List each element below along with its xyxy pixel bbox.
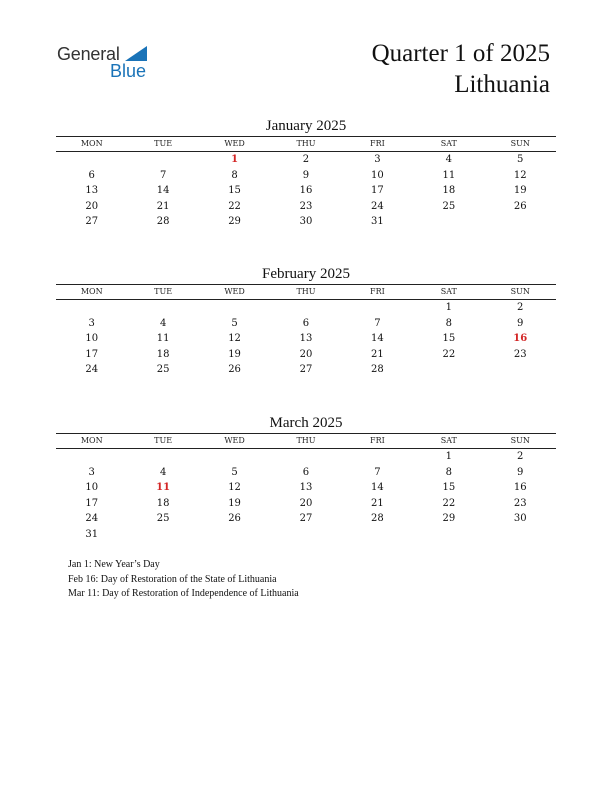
weekday-label: SUN bbox=[510, 436, 530, 445]
day-cell: 27 bbox=[85, 216, 99, 228]
logo-triangle-icon bbox=[125, 46, 147, 61]
day-cell: 23 bbox=[513, 348, 527, 360]
month-february bbox=[56, 265, 556, 378]
day-cell: 17 bbox=[371, 185, 384, 197]
week-row bbox=[56, 496, 556, 512]
weekday-label: SUN bbox=[510, 287, 530, 296]
day-cell: 25 bbox=[156, 513, 170, 525]
empty-day-cell bbox=[342, 300, 413, 316]
day-cell: 20 bbox=[299, 348, 313, 360]
day-cell: 3 bbox=[374, 154, 381, 165]
day-cell: 2 bbox=[517, 451, 524, 462]
day-cell: 26 bbox=[228, 364, 241, 376]
weekday-label: SAT bbox=[440, 436, 457, 445]
empty-day-cell bbox=[199, 527, 270, 543]
day-cell: 18 bbox=[442, 185, 456, 197]
weekday-label: FRI bbox=[370, 436, 385, 445]
holiday-note: Mar 11: Day of Restoration of Independence of Lithuania bbox=[68, 588, 299, 599]
empty-day-cell bbox=[485, 527, 556, 543]
weekday-label: MON bbox=[80, 436, 103, 445]
week-row bbox=[56, 347, 556, 363]
day-cell: 6 bbox=[302, 317, 310, 329]
day-cell: 15 bbox=[442, 333, 456, 345]
empty-day-cell bbox=[127, 527, 198, 543]
weekday-label: FRI bbox=[370, 139, 385, 148]
weekday-header-row bbox=[56, 433, 556, 449]
day-cell: 21 bbox=[371, 497, 384, 509]
week-row bbox=[56, 465, 556, 481]
day-cell: 8 bbox=[445, 317, 452, 329]
day-cell: 5 bbox=[517, 154, 524, 165]
day-cell: 7 bbox=[374, 317, 381, 329]
day-cell: 14 bbox=[371, 482, 384, 494]
holiday-day-cell: 1 bbox=[231, 154, 239, 165]
weekday-label: FRI bbox=[370, 287, 385, 296]
empty-day-cell bbox=[485, 214, 556, 230]
day-cell: 26 bbox=[513, 200, 527, 212]
weekday-label: WED bbox=[224, 287, 245, 296]
day-cell: 31 bbox=[85, 528, 99, 540]
weekday-label: SUN bbox=[510, 139, 530, 148]
day-cell: 30 bbox=[299, 216, 313, 228]
day-cell: 24 bbox=[85, 364, 99, 376]
day-cell: 15 bbox=[228, 185, 241, 197]
day-cell: 20 bbox=[85, 200, 99, 212]
weekday-label: WED bbox=[224, 436, 245, 445]
day-cell: 8 bbox=[445, 466, 452, 478]
day-cell: 24 bbox=[371, 200, 384, 212]
day-cell: 2 bbox=[302, 154, 310, 165]
weekday-label: SAT bbox=[440, 287, 457, 296]
weekday-label: SAT bbox=[440, 139, 457, 148]
logo-blue-text: Blue bbox=[110, 61, 147, 81]
weekday-label: MON bbox=[80, 139, 103, 148]
day-cell: 29 bbox=[228, 216, 241, 228]
empty-day-cell bbox=[270, 527, 341, 543]
day-cell: 13 bbox=[299, 333, 313, 345]
day-cell: 18 bbox=[156, 348, 170, 360]
empty-day-cell bbox=[56, 152, 127, 168]
weekday-header-row bbox=[56, 284, 556, 300]
day-cell: 1 bbox=[445, 451, 452, 462]
weekday-label: TUE bbox=[154, 436, 173, 445]
empty-day-cell bbox=[413, 214, 484, 230]
day-cell: 23 bbox=[513, 497, 527, 509]
weekday-label: TUE bbox=[154, 287, 173, 296]
day-cell: 25 bbox=[442, 200, 456, 212]
day-cell: 19 bbox=[513, 185, 527, 197]
day-cell: 19 bbox=[228, 497, 241, 509]
day-cell: 14 bbox=[156, 185, 170, 197]
day-cell: 22 bbox=[442, 348, 456, 360]
weekday-label: WED bbox=[224, 139, 245, 148]
day-cell: 16 bbox=[513, 482, 527, 494]
day-cell: 2 bbox=[517, 302, 524, 313]
day-cell: 4 bbox=[159, 466, 167, 478]
day-cell: 17 bbox=[85, 497, 99, 509]
day-cell: 19 bbox=[228, 348, 241, 360]
empty-day-cell bbox=[199, 449, 270, 465]
day-cell: 20 bbox=[299, 497, 313, 509]
day-cell: 26 bbox=[228, 513, 241, 525]
holiday-note: Feb 16: Day of Restoration of the State of Lithuania bbox=[68, 573, 277, 585]
week-row bbox=[56, 449, 556, 465]
day-cell: 5 bbox=[231, 317, 238, 329]
day-cell: 28 bbox=[371, 513, 384, 525]
month-title: January 2025 bbox=[265, 118, 347, 134]
page-title bbox=[372, 38, 550, 100]
month-title: February 2025 bbox=[262, 266, 350, 282]
day-cell: 11 bbox=[156, 333, 170, 345]
empty-day-cell bbox=[485, 362, 556, 378]
week-row bbox=[56, 511, 556, 527]
week-row bbox=[56, 480, 556, 496]
day-cell: 10 bbox=[371, 169, 384, 181]
day-cell: 31 bbox=[371, 216, 384, 228]
day-cell: 25 bbox=[156, 364, 170, 376]
week-row bbox=[56, 183, 556, 199]
week-row bbox=[56, 300, 556, 316]
empty-day-cell bbox=[127, 152, 198, 168]
empty-day-cell bbox=[199, 300, 270, 316]
empty-day-cell bbox=[413, 527, 484, 543]
day-cell: 27 bbox=[299, 364, 313, 376]
title-country: Lithuania bbox=[454, 71, 550, 98]
logo-general-text: General bbox=[57, 44, 120, 64]
holiday-day-cell: 11 bbox=[156, 482, 171, 494]
day-cell: 16 bbox=[299, 185, 313, 197]
holiday-notes bbox=[68, 558, 299, 602]
day-cell: 14 bbox=[371, 333, 384, 345]
week-row bbox=[56, 168, 556, 184]
day-cell: 15 bbox=[442, 482, 456, 494]
week-row bbox=[56, 316, 556, 332]
day-cell: 13 bbox=[299, 482, 313, 494]
day-cell: 27 bbox=[299, 513, 313, 525]
weekday-label: THU bbox=[296, 436, 316, 445]
generalblue-logo bbox=[57, 44, 157, 84]
day-cell: 18 bbox=[156, 497, 170, 509]
month-march bbox=[56, 414, 556, 543]
day-cell: 22 bbox=[228, 200, 241, 212]
weekday-label: THU bbox=[296, 287, 316, 296]
holiday-note: Jan 1: New Year’s Day bbox=[68, 559, 160, 570]
day-cell: 9 bbox=[517, 317, 524, 329]
day-cell: 29 bbox=[442, 513, 456, 525]
empty-day-cell bbox=[270, 449, 341, 465]
weekday-label: TUE bbox=[154, 139, 173, 148]
empty-day-cell bbox=[56, 449, 127, 465]
day-cell: 7 bbox=[159, 169, 167, 181]
day-cell: 13 bbox=[85, 185, 99, 197]
empty-day-cell bbox=[270, 300, 341, 316]
day-cell: 28 bbox=[156, 216, 170, 228]
day-cell: 4 bbox=[159, 317, 167, 329]
day-cell: 28 bbox=[371, 364, 384, 376]
week-row bbox=[56, 214, 556, 230]
day-cell: 7 bbox=[374, 466, 381, 478]
week-row bbox=[56, 152, 556, 168]
empty-day-cell bbox=[413, 362, 484, 378]
empty-day-cell bbox=[127, 449, 198, 465]
week-row bbox=[56, 527, 556, 543]
week-row bbox=[56, 362, 556, 378]
holiday-day-cell: 16 bbox=[513, 333, 528, 345]
day-cell: 21 bbox=[371, 348, 384, 360]
empty-day-cell bbox=[342, 449, 413, 465]
title-quarter: Quarter 1 of 2025 bbox=[371, 40, 550, 67]
day-cell: 9 bbox=[302, 169, 310, 181]
day-cell: 30 bbox=[513, 513, 527, 525]
empty-day-cell bbox=[56, 300, 127, 316]
weekday-label: MON bbox=[80, 287, 103, 296]
day-cell: 17 bbox=[85, 348, 99, 360]
day-cell: 3 bbox=[88, 317, 95, 329]
day-cell: 10 bbox=[85, 482, 99, 494]
empty-day-cell bbox=[342, 527, 413, 543]
day-cell: 5 bbox=[231, 466, 238, 478]
day-cell: 10 bbox=[85, 333, 99, 345]
day-cell: 12 bbox=[228, 333, 241, 345]
day-cell: 23 bbox=[299, 200, 313, 212]
day-cell: 6 bbox=[302, 466, 310, 478]
day-cell: 22 bbox=[442, 497, 456, 509]
weekday-header-row bbox=[56, 136, 556, 152]
month-january bbox=[56, 117, 556, 230]
empty-day-cell bbox=[127, 300, 198, 316]
day-cell: 9 bbox=[517, 466, 524, 478]
week-row bbox=[56, 331, 556, 347]
month-title: March 2025 bbox=[269, 415, 343, 431]
day-cell: 11 bbox=[442, 169, 456, 181]
day-cell: 24 bbox=[85, 513, 99, 525]
day-cell: 12 bbox=[228, 482, 241, 494]
day-cell: 21 bbox=[156, 200, 170, 212]
day-cell: 1 bbox=[445, 302, 452, 313]
day-cell: 6 bbox=[88, 169, 95, 181]
week-row bbox=[56, 199, 556, 215]
day-cell: 8 bbox=[231, 169, 238, 181]
day-cell: 4 bbox=[445, 154, 452, 165]
weekday-label: THU bbox=[296, 139, 316, 148]
day-cell: 3 bbox=[88, 466, 95, 478]
day-cell: 12 bbox=[513, 169, 527, 181]
